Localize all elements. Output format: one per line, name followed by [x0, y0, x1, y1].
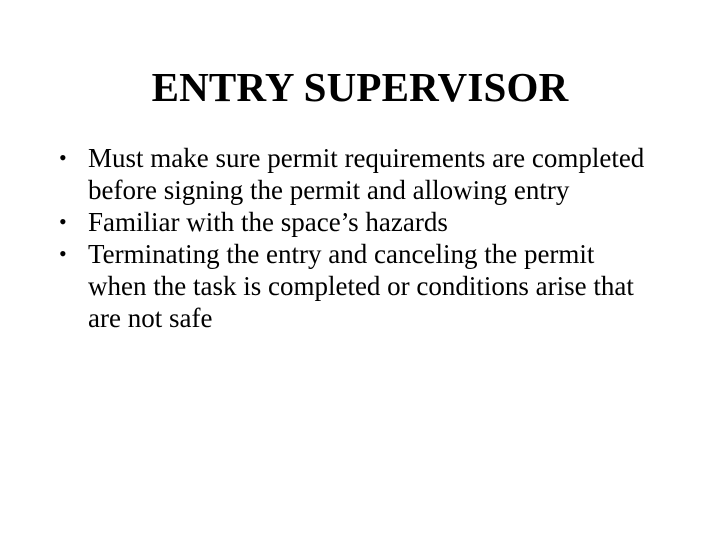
- bullet-item: [59, 142, 659, 206]
- bullet-dot-icon: •: [59, 145, 67, 170]
- bullet-text: Terminating the entry and canceling the permit when the task is completed or conditions arise that are not safe: [88, 239, 634, 333]
- bullet-dot-icon: •: [59, 241, 67, 266]
- bullet-dot-icon: •: [59, 209, 67, 234]
- bullet-item: [59, 238, 659, 334]
- bullet-item: [59, 206, 659, 238]
- slide-title: ENTRY SUPERVISOR: [151, 64, 569, 110]
- bullet-text: Must make sure permit requirements are completed before signing the permit and allowing entry: [88, 143, 645, 205]
- bullet-list: [59, 142, 659, 334]
- bullet-text: Familiar with the space’s hazards: [88, 207, 448, 237]
